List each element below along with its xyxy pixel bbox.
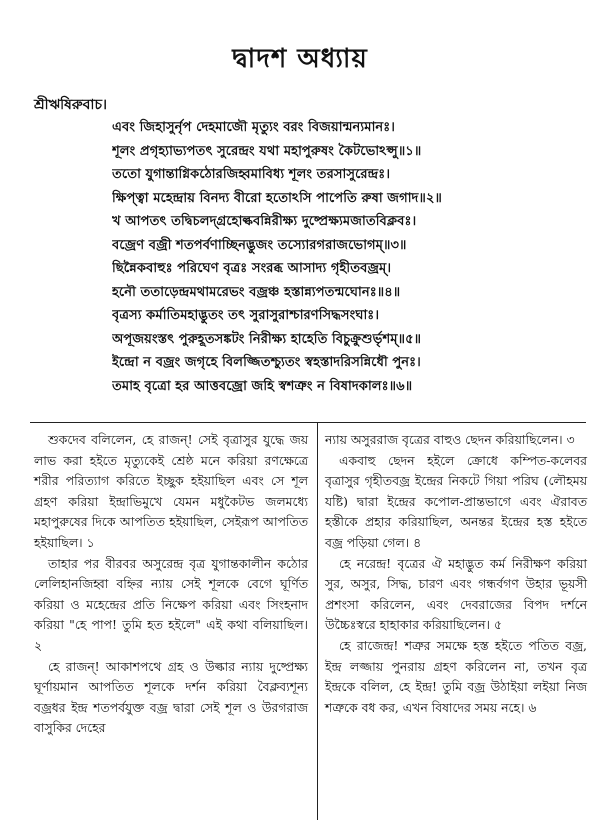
verse-line: ছিন্নৈকবাহুঃ পরিঘেণ বৃত্রঃ সংরব্ধ আসাদ্য গৃহীতবজ্রম্।: [112, 261, 392, 276]
chapter-title: দ্বাদশ অধ্যায়: [232, 44, 368, 74]
section-divider: [30, 422, 586, 423]
translation-paragraph: শুকদেব বলিলেন, হে রাজন্! সেই বৃত্রাসুর যুদ্ধে জয় লাভ করা হইতে মৃত্যুকেই শ্রেষ্ঠ মনে করিয়া রণক্ষেত্রে শরীর পরিত্যাগ করিতে ইচ্ছুক হইয়াছিল এবং সে শূল গ্রহণ করিয়া ইন্দ্রাভিমুখে যেমন মধুকৈটভ জলমধ্যে মহাপুরুষের দিকে আপতিত হইয়াছিল, সেইরূপ আপতিত হইয়াছিল। ১: [34, 432, 308, 550]
verse-line: বৃত্রস্য কর্মাতিমহাদ্ভুতং তৎ সুরাসুরাশ্চারণসিদ্ধসংঘাঃ।: [112, 308, 380, 323]
verse-line: খ আপতৎ তদ্বিচলদ্গ্রহোল্কবন্নিরীক্ষ্য দুষ্প্রেক্ষ্যমজাতবিক্লবঃ।: [112, 214, 417, 229]
translation-paragraph: একবাহু ছেদন হইলে ক্রোধে কম্পিত-কলেবর বৃত্রাসুর গৃহীতবজ্র ইন্দ্রের নিকটে গিয়া পরিঘ (লৌহময় যষ্টি) দ্বারা ইন্দ্রের কপোল-প্রান্তভাগে এবং ঐরাবত হস্তীকে প্রহার করিয়াছিল, অনন্তর ইন্দ্রের হস্ত হইতে বজ্র পড়িয়া গেল। ৪: [325, 452, 587, 550]
translation-column-right: [325, 430, 587, 718]
translation-paragraph: হে রাজন্! আকাশপথে গ্রহ ও উল্কার ন্যায় দুষ্প্রেক্ষ্য ঘূর্ণায়মান আপতিত শূলকে দর্শন করিয়া বৈক্লব্যশূন্য বজ্রধর ইন্দ্র শতপর্বযুক্ত বজ্র দ্বারা সেই শূল ও উরগরাজ বাসুকির দেহের: [34, 658, 308, 736]
translation-paragraph: ন্যায় অসুররাজ বৃত্রের বাহুও ছেদন করিয়াছিলেন। ৩: [325, 432, 575, 447]
translation-paragraph: তাহার পর বীরবর অসুরেন্দ্র বৃত্র যুগান্তকালীন কঠোর লেলিহানজিহ্বা বহ্নির ন্যায় সেই শূলকে বেগে ঘূর্ণিত করিয়া ও মহেন্দ্রের প্রতি নিক্ষেপ করিয়া এবং সিংহনাদ করিয়া "হে পাপ! তুমি হত হইলে" এই কথা বলিয়াছিল। ২: [34, 555, 308, 653]
translation-paragraph: হে রাজেন্দ্র! শত্রুর সমক্ষে হস্ত হইতে পতিত বজ্র, ইন্দ্র লজ্জায় পুনরায় গ্রহণ করিলেন না, তখন বৃত্র ইন্দ্রকে বলিল, হে ইন্দ্র! তুমি বজ্র উঠাইয়া লইয়া নিজ শত্রুকে বধ কর, এখন বিষাদের সময় নহে। ৬: [325, 637, 587, 715]
verse-line: এবং জিহাসুর্নৃপ দেহমাজৌ মৃত্যুং বরং বিজয়ান্মন্যমানঃ।: [112, 120, 396, 135]
verse-line: অপূজয়ংস্তৎ পুরুহূতসঙ্কটং নিরীক্ষ্য হাহেতি বিচুক্রুশুর্ভৃশম্॥৫॥: [112, 331, 422, 347]
translation-paragraph: হে নরেন্দ্র! বৃত্রের ঐ মহাদ্ভুত কর্ম নিরীক্ষণ করিয়া সুর, অসুর, সিদ্ধ, চারণ এবং গন্ধর্বগণ উহার ভূয়সী প্রশংসা করিলেন, এবং দেবরাজের বিপদ দর্শনে উচ্চৈঃস্বরে হাহাকার করিয়াছিলেন। ৫: [325, 555, 587, 633]
verse-line: হনৌ ততাড়েন্দ্রমথামরেভং বজ্রঞ্চ হস্তান্ন্যপতন্মঘোনঃ॥৪॥: [112, 284, 401, 300]
verse-line: ইন্দ্রো ন বজ্রং জগৃহে বিলজ্জিতশ্চ্যুতং স্বহস্তাদরিসন্নিধৌ পুনঃ।: [112, 355, 421, 370]
speaker-label: শ্রীঋষিরুবাচ।: [34, 97, 108, 113]
verse-line: ততো যুগান্তাগ্নিকঠোরজিহ্বমাবিধ্য শূলং তরসাসুরেন্দ্রঃ।: [112, 167, 391, 182]
sanskrit-verses: [112, 116, 582, 398]
verse-line: ক্ষিপ্ত্বা মহেন্দ্রায় বিনদ্য বীরো হতোঽসি পাপেতি রুষা জগাদ॥২॥: [112, 190, 442, 206]
column-divider: [317, 422, 318, 820]
verse-line: তমাহ বৃত্রো হর আত্তবজ্রো জহি স্বশত্রুং ন বিষাদকালঃ॥৬॥: [112, 378, 413, 394]
verse-line: বজ্রেণ বজ্রী শতপর্বণাচ্ছিনদ্ভুজং তস্যোরগরাজভোগম্॥৩॥: [112, 237, 407, 253]
verse-line: শূলং প্রগৃহ্যাভ্যপতৎ সুরেন্দ্রং যথা মহাপুরুষং কৈটভোঽপ্সু॥১॥: [112, 143, 422, 159]
translation-column-left: [34, 430, 308, 739]
